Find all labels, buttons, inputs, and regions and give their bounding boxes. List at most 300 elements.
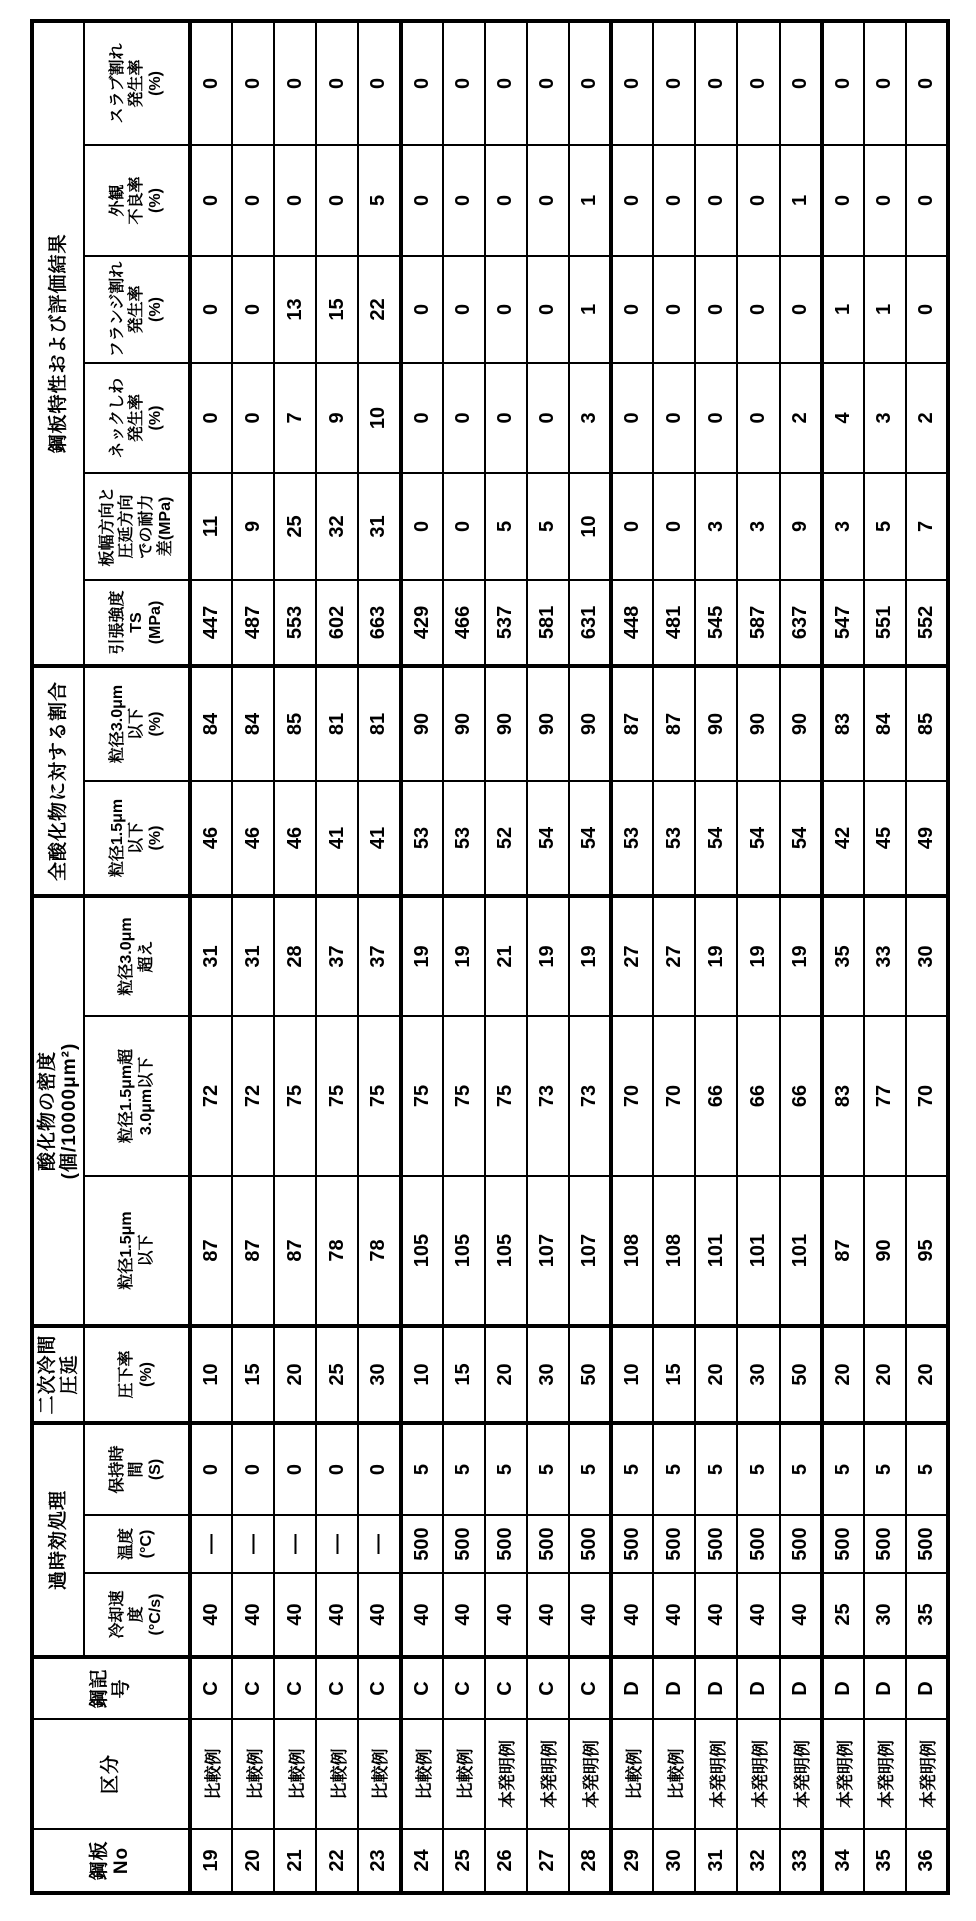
cell-no: 33	[780, 1829, 822, 1893]
cell-kubun: 本発明例	[864, 1719, 906, 1829]
cell-value: 5	[401, 1423, 443, 1515]
cell-value: 0	[737, 21, 779, 145]
cell-value: 31	[232, 896, 274, 1016]
cell-value: 3	[864, 363, 906, 473]
cell-kigo: C	[569, 1657, 611, 1719]
cell-value: 0	[443, 473, 485, 580]
cell-value: 84	[190, 666, 232, 781]
cell-value: 0	[527, 256, 569, 363]
cell-value: 20	[864, 1326, 906, 1423]
cell-value: 0	[611, 145, 653, 256]
cell-value: 0	[737, 145, 779, 256]
cell-value: 9	[232, 473, 274, 580]
cell-value: 9	[780, 473, 822, 580]
cell-value: 0	[695, 363, 737, 473]
cell-value: 52	[485, 781, 527, 896]
cell-kubun: 比較例	[443, 1719, 485, 1829]
cell-value: 631	[569, 580, 611, 666]
cell-value: 0	[358, 1423, 400, 1515]
cell-value: 90	[780, 666, 822, 781]
cell-value: 30	[527, 1326, 569, 1423]
cell-value: 87	[274, 1176, 316, 1326]
cell-value: 73	[527, 1016, 569, 1176]
cell-value: 84	[864, 666, 906, 781]
cell-value: 448	[611, 580, 653, 666]
cell-value: 46	[274, 781, 316, 896]
cell-kubun: 本発明例	[485, 1719, 527, 1829]
table-row	[569, 21, 611, 1893]
cell-value: 81	[316, 666, 358, 781]
cell-value: 663	[358, 580, 400, 666]
cell-value: 90	[864, 1176, 906, 1326]
cell-value: 0	[232, 1423, 274, 1515]
cell-value: 0	[401, 473, 443, 580]
cell-value: 10	[401, 1326, 443, 1423]
table-row	[443, 21, 485, 1893]
cell-value: 19	[443, 896, 485, 1016]
cell-value: 84	[232, 666, 274, 781]
cell-value: 83	[822, 666, 864, 781]
cell-value: 0	[695, 145, 737, 256]
cell-value: 500	[569, 1515, 611, 1573]
group-header-row	[32, 21, 84, 1893]
cell-value: 40	[695, 1573, 737, 1657]
cell-value: 53	[653, 781, 695, 896]
cell-value: 5	[822, 1423, 864, 1515]
cell-value: 547	[822, 580, 864, 666]
cell-value: 0	[401, 256, 443, 363]
cell-value: 15	[232, 1326, 274, 1423]
cell-value: 0	[611, 363, 653, 473]
cell-no: 36	[906, 1829, 948, 1893]
cell-kigo: D	[653, 1657, 695, 1719]
cell-value: 32	[316, 473, 358, 580]
cell-value: 500	[737, 1515, 779, 1573]
table-row	[653, 21, 695, 1893]
cell-no: 31	[695, 1829, 737, 1893]
cell-kigo: C	[358, 1657, 400, 1719]
cell-value: 101	[780, 1176, 822, 1326]
group-header-oxide-density: 酸化物の密度 (個/10000μm²)	[32, 896, 84, 1326]
cell-value: 0	[527, 145, 569, 256]
cell-no: 25	[443, 1829, 485, 1893]
cell-value: 0	[274, 1423, 316, 1515]
cell-value: 500	[443, 1515, 485, 1573]
cell-value: 2	[906, 363, 948, 473]
cell-value: —	[316, 1515, 358, 1573]
cell-value: 0	[864, 21, 906, 145]
table-head	[32, 21, 190, 1893]
cell-kubun: 比較例	[274, 1719, 316, 1829]
cell-value: —	[232, 1515, 274, 1573]
cell-value: 19	[695, 896, 737, 1016]
cell-value: 107	[569, 1176, 611, 1326]
cell-value: 500	[695, 1515, 737, 1573]
cell-value: 0	[653, 21, 695, 145]
cell-kubun: 比較例	[316, 1719, 358, 1829]
cell-kigo: C	[443, 1657, 485, 1719]
cell-value: 66	[737, 1016, 779, 1176]
cell-value: 0	[653, 363, 695, 473]
cell-value: 2	[780, 363, 822, 473]
cell-value: 40	[274, 1573, 316, 1657]
cell-value: —	[190, 1515, 232, 1573]
cell-value: 0	[737, 363, 779, 473]
cell-value: 30	[737, 1326, 779, 1423]
cell-kubun: 比較例	[232, 1719, 274, 1829]
table-row	[485, 21, 527, 1893]
cell-kubun: 本発明例	[822, 1719, 864, 1829]
cell-value: 10	[611, 1326, 653, 1423]
table-row	[232, 21, 274, 1893]
cell-value: 0	[527, 363, 569, 473]
cell-value: 0	[611, 21, 653, 145]
cell-value: 37	[358, 896, 400, 1016]
col-header-density-gt30: 粒径3.0μm 超え	[84, 896, 190, 1016]
cell-value: 7	[274, 363, 316, 473]
cell-value: 0	[780, 21, 822, 145]
cell-value: 0	[695, 21, 737, 145]
cell-value: 75	[443, 1016, 485, 1176]
cell-value: 0	[190, 256, 232, 363]
table-row	[401, 21, 443, 1893]
cell-value: 95	[906, 1176, 948, 1326]
col-header-kubun: 区分	[32, 1719, 190, 1829]
cell-value: 3	[569, 363, 611, 473]
cell-value: 0	[316, 145, 358, 256]
cell-value: 500	[780, 1515, 822, 1573]
cell-value: —	[274, 1515, 316, 1573]
cell-value: 0	[653, 145, 695, 256]
cell-value: 0	[906, 145, 948, 256]
cell-value: 41	[316, 781, 358, 896]
table-row	[190, 21, 232, 1893]
cell-kigo: D	[822, 1657, 864, 1719]
col-header-appearance: 外観 不良率 (%)	[84, 145, 190, 256]
cell-value: 500	[401, 1515, 443, 1573]
cell-value: 70	[906, 1016, 948, 1176]
cell-value: 5	[485, 1423, 527, 1515]
cell-value: 87	[232, 1176, 274, 1326]
table-row	[358, 21, 400, 1893]
table-row	[316, 21, 358, 1893]
cell-value: 551	[864, 580, 906, 666]
cell-value: 466	[443, 580, 485, 666]
cell-value: 5	[443, 1423, 485, 1515]
col-header-yield-diff: 板幅方向と 圧延方向 での耐力 差(MPa)	[84, 473, 190, 580]
cell-value: 75	[485, 1016, 527, 1176]
cell-value: 19	[780, 896, 822, 1016]
cell-kigo: D	[695, 1657, 737, 1719]
cell-value: 481	[653, 580, 695, 666]
cell-value: 15	[443, 1326, 485, 1423]
cell-value: 11	[190, 473, 232, 580]
cell-value: 75	[316, 1016, 358, 1176]
cell-value: 15	[316, 256, 358, 363]
cell-value: 40	[527, 1573, 569, 1657]
col-header-flange: フランジ割れ 発生率 (%)	[84, 256, 190, 363]
cell-value: 90	[527, 666, 569, 781]
cell-value: 0	[906, 21, 948, 145]
col-header-reduction: 圧下率 (%)	[84, 1326, 190, 1423]
cell-no: 19	[190, 1829, 232, 1893]
table-row	[864, 21, 906, 1893]
cell-value: 0	[443, 145, 485, 256]
cell-value: 5	[864, 1423, 906, 1515]
cell-kigo: C	[527, 1657, 569, 1719]
cell-value: 83	[822, 1016, 864, 1176]
cell-value: 54	[780, 781, 822, 896]
cell-value: 0	[569, 21, 611, 145]
cell-value: 4	[822, 363, 864, 473]
cell-no: 29	[611, 1829, 653, 1893]
rotated-table	[30, 19, 950, 1895]
table-row	[906, 21, 948, 1893]
table-row	[737, 21, 779, 1893]
cell-value: 13	[274, 256, 316, 363]
cell-value: 20	[695, 1326, 737, 1423]
cell-value: 72	[190, 1016, 232, 1176]
cell-value: 53	[401, 781, 443, 896]
cell-kubun: 比較例	[358, 1719, 400, 1829]
cell-value: 500	[611, 1515, 653, 1573]
cell-value: 105	[401, 1176, 443, 1326]
cell-value: 50	[569, 1326, 611, 1423]
cell-kubun: 比較例	[653, 1719, 695, 1829]
cell-value: 22	[358, 256, 400, 363]
cell-value: 40	[737, 1573, 779, 1657]
cell-value: 3	[822, 473, 864, 580]
cell-value: 30	[358, 1326, 400, 1423]
cell-value: 66	[695, 1016, 737, 1176]
cell-value: 1	[780, 145, 822, 256]
cell-value: 0	[485, 145, 527, 256]
table-row	[695, 21, 737, 1893]
cell-kigo: C	[316, 1657, 358, 1719]
cell-no: 30	[653, 1829, 695, 1893]
cell-value: 30	[864, 1573, 906, 1657]
cell-value: 37	[316, 896, 358, 1016]
cell-value: 10	[190, 1326, 232, 1423]
cell-kigo: C	[190, 1657, 232, 1719]
cell-value: 0	[190, 363, 232, 473]
cell-value: 27	[611, 896, 653, 1016]
table-row	[274, 21, 316, 1893]
cell-value: 90	[443, 666, 485, 781]
cell-value: 0	[822, 21, 864, 145]
cell-value: 35	[906, 1573, 948, 1657]
cell-value: 10	[569, 473, 611, 580]
cell-value: 70	[653, 1016, 695, 1176]
cell-value: 5	[906, 1423, 948, 1515]
cell-no: 28	[569, 1829, 611, 1893]
cell-value: 28	[274, 896, 316, 1016]
cell-value: 5	[358, 145, 400, 256]
cell-kigo: D	[737, 1657, 779, 1719]
cell-value: 105	[485, 1176, 527, 1326]
cell-value: 587	[737, 580, 779, 666]
cell-value: 40	[190, 1573, 232, 1657]
col-header-ratio-le30: 粒径3.0μm 以下 (%)	[84, 666, 190, 781]
cell-value: 0	[401, 145, 443, 256]
table-row	[822, 21, 864, 1893]
cell-value: 500	[906, 1515, 948, 1573]
cell-value: 20	[906, 1326, 948, 1423]
cell-no: 22	[316, 1829, 358, 1893]
cell-value: 0	[316, 21, 358, 145]
cell-value: 5	[611, 1423, 653, 1515]
cell-value: 33	[864, 896, 906, 1016]
cell-value: 40	[316, 1573, 358, 1657]
cell-value: 70	[611, 1016, 653, 1176]
cell-value: 81	[358, 666, 400, 781]
cell-value: 101	[695, 1176, 737, 1326]
cell-value: 31	[190, 896, 232, 1016]
cell-value: 5	[653, 1423, 695, 1515]
cell-value: 500	[527, 1515, 569, 1573]
col-header-density-le15: 粒径1.5μm 以下	[84, 1176, 190, 1326]
cell-value: 40	[358, 1573, 400, 1657]
cell-value: 0	[653, 473, 695, 580]
cell-value: 0	[401, 363, 443, 473]
cell-value: 87	[653, 666, 695, 781]
cell-value: 73	[569, 1016, 611, 1176]
cell-value: 500	[485, 1515, 527, 1573]
sub-header-row	[84, 21, 190, 1893]
cell-value: 77	[864, 1016, 906, 1176]
cell-value: 90	[485, 666, 527, 781]
cell-value: 0	[190, 145, 232, 256]
table-row	[611, 21, 653, 1893]
cell-value: 78	[316, 1176, 358, 1326]
cell-no: 26	[485, 1829, 527, 1893]
col-header-cooling-rate: 冷却速 度 (°C/s)	[84, 1573, 190, 1657]
cell-value: 19	[527, 896, 569, 1016]
cell-value: 5	[527, 473, 569, 580]
cell-value: 54	[737, 781, 779, 896]
cell-value: 105	[443, 1176, 485, 1326]
cell-value: 1	[822, 256, 864, 363]
cell-value: 53	[443, 781, 485, 896]
cell-value: 0	[695, 256, 737, 363]
cell-value: 9	[316, 363, 358, 473]
cell-value: 637	[780, 580, 822, 666]
cell-value: 15	[653, 1326, 695, 1423]
cell-value: 19	[737, 896, 779, 1016]
group-header-overaging: 過時効処理	[32, 1423, 84, 1657]
cell-value: 19	[401, 896, 443, 1016]
cell-value: 45	[864, 781, 906, 896]
cell-value: 553	[274, 580, 316, 666]
cell-value: 581	[527, 580, 569, 666]
col-header-holding-time: 保持時 間 (S)	[84, 1423, 190, 1515]
cell-value: 72	[232, 1016, 274, 1176]
cell-value: 25	[274, 473, 316, 580]
cell-kubun: 本発明例	[780, 1719, 822, 1829]
cell-kubun: 本発明例	[737, 1719, 779, 1829]
cell-value: 0	[906, 256, 948, 363]
cell-value: 0	[358, 21, 400, 145]
cell-value: 1	[864, 256, 906, 363]
group-header-sheet-properties: 鋼板特性および評価結果	[32, 21, 84, 666]
cell-value: 87	[190, 1176, 232, 1326]
cell-no: 27	[527, 1829, 569, 1893]
cell-kubun: 比較例	[401, 1719, 443, 1829]
cell-value: 75	[358, 1016, 400, 1176]
cell-value: 0	[190, 21, 232, 145]
cell-value: 53	[611, 781, 653, 896]
cell-kigo: C	[232, 1657, 274, 1719]
cell-kubun: 本発明例	[527, 1719, 569, 1829]
cell-value: 0	[443, 363, 485, 473]
cell-value: 500	[653, 1515, 695, 1573]
cell-value: 90	[569, 666, 611, 781]
cell-value: 0	[274, 145, 316, 256]
cell-value: 5	[780, 1423, 822, 1515]
cell-value: 487	[232, 580, 274, 666]
cell-value: 0	[780, 256, 822, 363]
cell-value: 90	[401, 666, 443, 781]
cell-value: 40	[569, 1573, 611, 1657]
col-header-ts: 引張強度 TS (MPa)	[84, 580, 190, 666]
col-header-density-15to30: 粒径1.5μm超 3.0μm以下	[84, 1016, 190, 1176]
cell-value: 41	[358, 781, 400, 896]
cell-value: 5	[527, 1423, 569, 1515]
cell-value: 5	[569, 1423, 611, 1515]
cell-value: 31	[358, 473, 400, 580]
cell-value: 545	[695, 580, 737, 666]
cell-value: 429	[401, 580, 443, 666]
col-header-neck: ネックしわ 発生率 (%)	[84, 363, 190, 473]
col-header-kigo: 鋼記 号	[32, 1657, 190, 1719]
cell-value: 552	[906, 580, 948, 666]
cell-value: 46	[232, 781, 274, 896]
cell-value: 0	[443, 21, 485, 145]
cell-value: 0	[232, 363, 274, 473]
cell-value: 75	[401, 1016, 443, 1176]
group-header-second-cold-rolling: 二次冷間 圧延	[32, 1326, 84, 1423]
cell-value: 0	[737, 256, 779, 363]
cell-value: 78	[358, 1176, 400, 1326]
cell-value: 0	[232, 256, 274, 363]
cell-value: 0	[653, 256, 695, 363]
cell-no: 23	[358, 1829, 400, 1893]
cell-value: 10	[358, 363, 400, 473]
cell-value: 0	[401, 21, 443, 145]
cell-value: 101	[737, 1176, 779, 1326]
cell-value: 40	[443, 1573, 485, 1657]
cell-value: 537	[485, 580, 527, 666]
cell-value: 1	[569, 256, 611, 363]
cell-value: 42	[822, 781, 864, 896]
cell-value: 602	[316, 580, 358, 666]
cell-kigo: D	[611, 1657, 653, 1719]
table-row	[780, 21, 822, 1893]
table-body	[190, 21, 948, 1893]
cell-kigo: D	[906, 1657, 948, 1719]
cell-value: 107	[527, 1176, 569, 1326]
cell-value: 3	[737, 473, 779, 580]
cell-kubun: 本発明例	[695, 1719, 737, 1829]
cell-value: 500	[864, 1515, 906, 1573]
cell-kubun: 本発明例	[906, 1719, 948, 1829]
cell-value: 0	[232, 145, 274, 256]
cell-value: 0	[485, 363, 527, 473]
cell-no: 20	[232, 1829, 274, 1893]
cell-value: 87	[611, 666, 653, 781]
cell-value: 90	[737, 666, 779, 781]
col-header-slab: スラブ割れ 発生率 (%)	[84, 21, 190, 145]
